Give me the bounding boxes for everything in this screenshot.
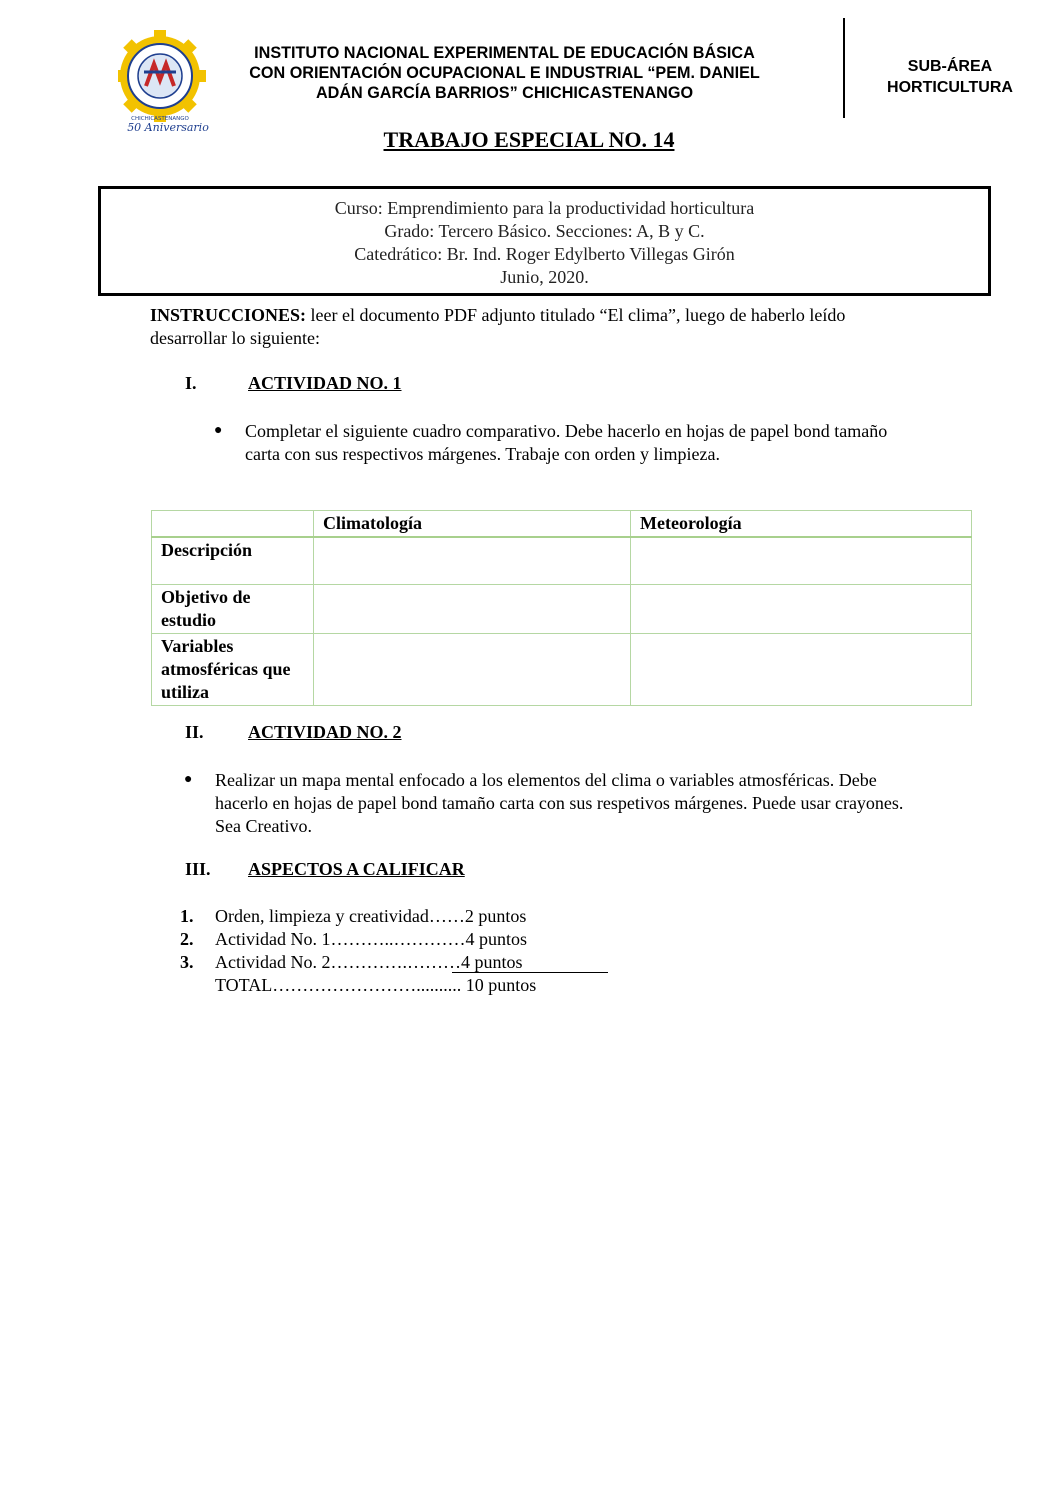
activity1-instruction: Completar el siguiente cuadro comparativo. Debe hacerlo en hojas de papel bond tamaño carta con sus respectivos márgenes. Trabaje con orden y limpieza. <box>245 421 888 464</box>
grading-label: ASPECTOS A CALIFICAR <box>248 859 465 879</box>
table-cell <box>631 634 972 706</box>
instructions-label: INSTRUCCIONES: <box>150 305 307 325</box>
item-number: 3. <box>180 952 194 972</box>
total-text: TOTAL…………………….......... 10 puntos <box>215 975 537 995</box>
institution-line: ADÁN GARCÍA BARRIOS” CHICHICASTENANGO <box>315 84 694 102</box>
instructions-text: leer el documento PDF adjunto titulado “El clima”, luego de haberlo leído desarrollar lo siguiente: <box>150 305 846 348</box>
institution-line: CON ORIENTACIÓN OCUPACIONAL E INDUSTRIAL “PEM. DANIEL <box>249 64 760 82</box>
item-number: 2. <box>180 929 194 949</box>
comparison-table <box>151 510 972 706</box>
teacher-line: Catedrático: Br. Ind. Roger Edylberto Villegas Girón <box>354 244 735 264</box>
bullet-icon: ● <box>184 772 193 787</box>
gear-emblem-icon <box>118 30 216 134</box>
header-divider <box>843 18 845 118</box>
logo-text: CHICHICASTENANGO <box>131 116 189 122</box>
document-title: TRABAJO ESPECIAL NO. 14 <box>383 127 675 152</box>
course-info-box <box>98 186 991 296</box>
grade-line: Grado: Tercero Básico. Secciones: A, B y C. <box>384 221 705 241</box>
table-cell <box>314 634 631 706</box>
table-row <box>152 537 972 585</box>
instructions <box>150 304 920 350</box>
activity2-label: ACTIVIDAD NO. 2 <box>248 722 402 742</box>
subarea-line: SUB-ÁREA <box>907 58 993 75</box>
institution-line: INSTITUTO NACIONAL EXPERIMENTAL DE EDUCACIÓN BÁSICA <box>254 44 755 62</box>
item-number: 1. <box>180 906 194 926</box>
row-label: Variables atmosféricas que utiliza <box>152 634 314 706</box>
date-line: Junio, 2020. <box>500 267 589 287</box>
bullet-icon: ● <box>214 423 223 438</box>
table-cell <box>631 537 972 585</box>
table-row <box>152 634 972 706</box>
table-header-row <box>152 511 972 538</box>
course-line: Curso: Emprendimiento para la productividad horticultura <box>334 198 755 218</box>
table-cell <box>314 585 631 634</box>
school-logo <box>118 30 216 134</box>
table-header-climatologia: Climatología <box>314 511 631 538</box>
activity1-label: ACTIVIDAD NO. 1 <box>248 373 402 393</box>
row-label: Objetivo de estudio <box>152 585 314 634</box>
item-text: Actividad No. 1………..…………4 puntos <box>215 929 527 949</box>
activity2-number: II. <box>185 722 204 742</box>
table-header-cell <box>152 511 314 538</box>
institution-name <box>212 43 797 103</box>
table-cell <box>314 537 631 585</box>
sum-underline <box>452 972 608 973</box>
anniversary-text: 50 Aniversario <box>127 121 209 134</box>
subarea-line: HORTICULTURA <box>887 79 1013 96</box>
row-label: Descripción <box>152 537 314 585</box>
item-text: Orden, limpieza y creatividad……2 puntos <box>215 906 527 926</box>
activity1-number: I. <box>185 373 197 393</box>
subarea <box>860 56 1040 98</box>
table-row <box>152 585 972 634</box>
table-cell <box>631 585 972 634</box>
activity2-instruction: Realizar un mapa mental enfocado a los elementos del clima o variables atmosféricas. Debe hacerlo en hojas de papel bond tamaño carta con sus respetivos márgenes. Puede usar crayones. Sea Creativo. <box>215 770 904 836</box>
item-text: Actividad No. 2………….………4 puntos <box>215 952 523 972</box>
table-header-meteorologia: Meteorología <box>631 511 972 538</box>
grading-number: III. <box>185 859 211 879</box>
